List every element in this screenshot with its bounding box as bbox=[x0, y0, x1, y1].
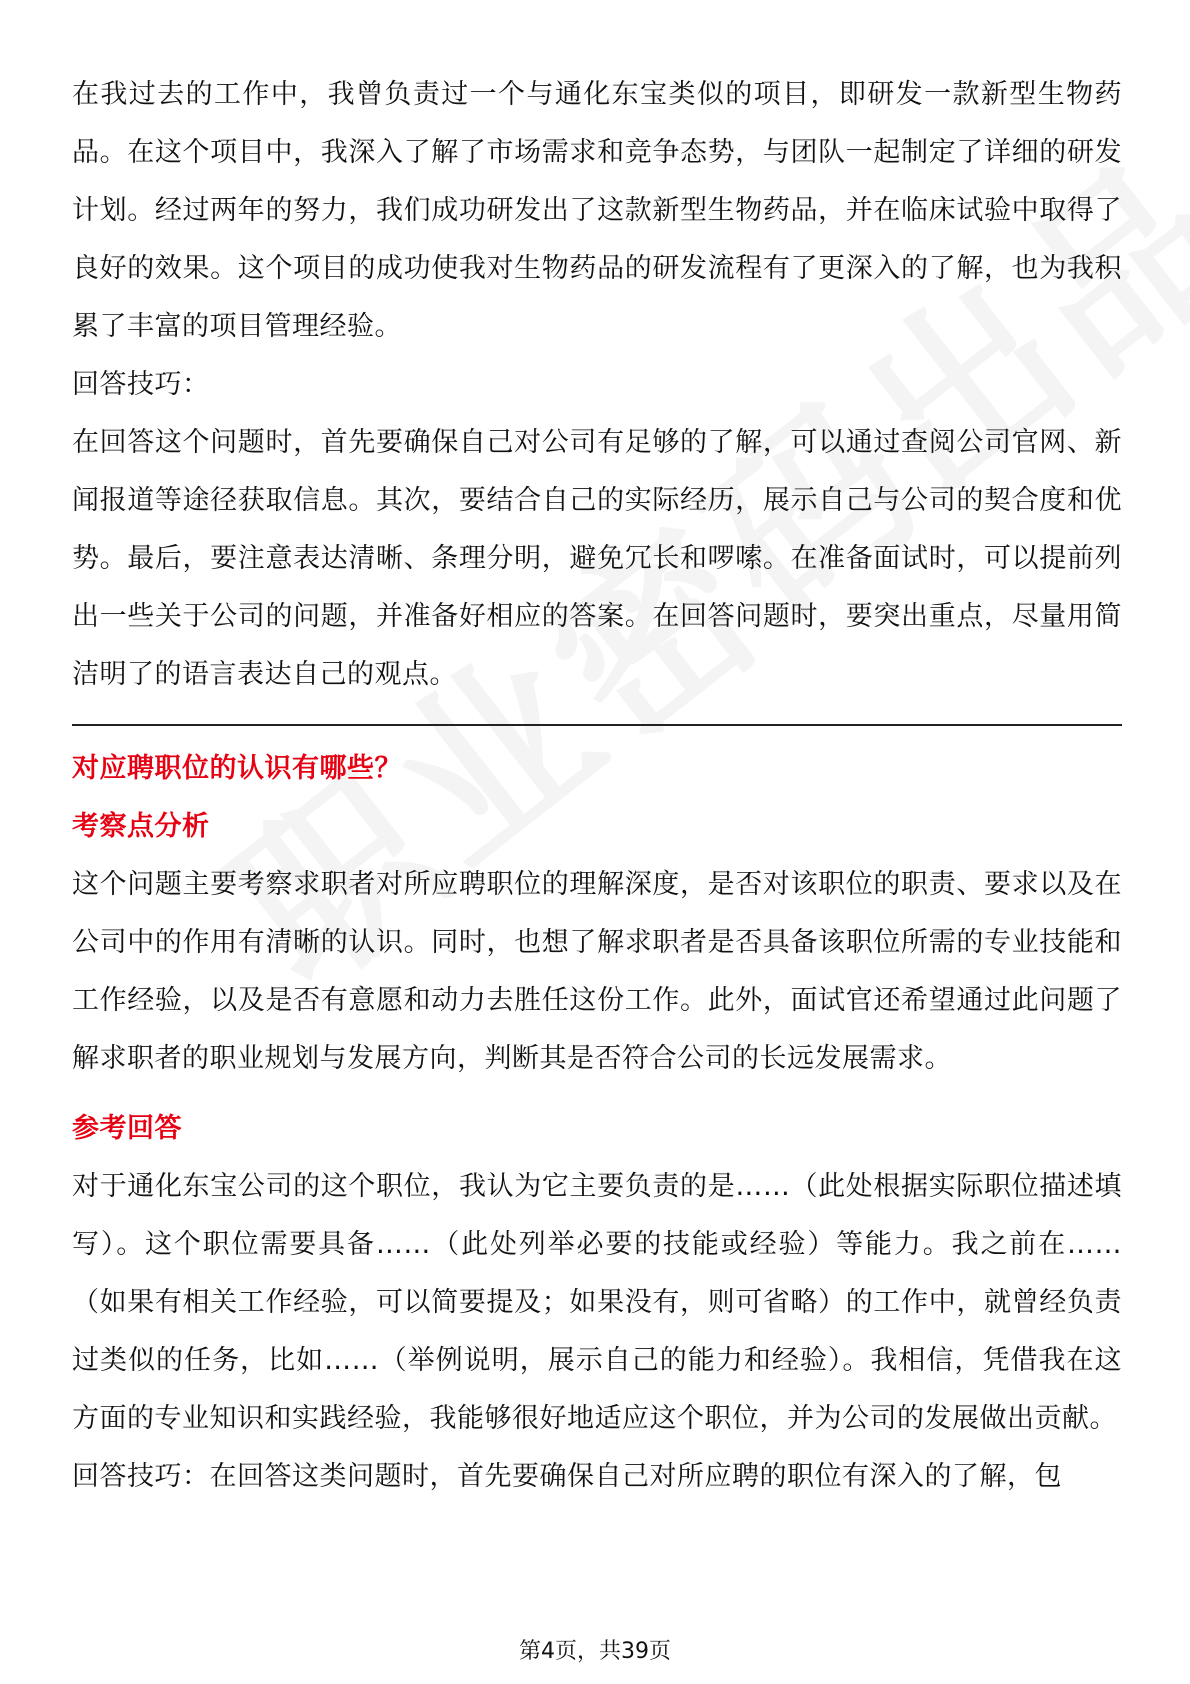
analysis-paragraph: 这个问题主要考察求职者对所应聘职位的理解深度，是否对该职位的职责、要求以及在公司中的作用有清晰的认识。同时，也想了解求职者是否具备该职位所需的专业技能和工作经验，以及是否有意愿和动力去胜任这份工作。此外，面试官还希望通过此问题了解求职者的职业规划与发展方向，判断其是否符合公司的长远发展需求。 bbox=[72, 869, 1122, 1074]
answer-heading: 参考回答 bbox=[72, 1113, 182, 1144]
analysis-heading: 考察点分析 bbox=[72, 811, 210, 842]
document-body bbox=[72, 66, 1122, 1506]
tips-paragraph: 在回答这个问题时，首先要确保自己对公司有足够的了解，可以通过查阅公司官网、新闻报道等途径获取信息。其次，要结合自己的实际经历，展示自己与公司的契合度和优势。最后，要注意表达清晰、条理分明，避免冗长和啰嗦。在准备面试时，可以提前列出一些关于公司的问题，并准备好相应的答案。在回答问题时，要突出重点，尽量用简洁明了的语言表达自己的观点。 bbox=[72, 427, 1122, 690]
question-heading: 对应聘职位的认识有哪些？ bbox=[72, 753, 402, 784]
page-number: 第4页，共39页 bbox=[519, 1639, 671, 1664]
tips-label: 回答技巧： bbox=[72, 369, 210, 400]
answer-tips-paragraph: 回答技巧：在回答这类问题时，首先要确保自己对所应聘的职位有深入的了解，包 bbox=[72, 1461, 1062, 1492]
answer-paragraph: 对于通化东宝公司的这个职位，我认为它主要负责的是……（此处根据实际职位描述填写）。这个职位需要具备……（此处列举必要的技能或经验）等能力。我之前在……（如果有相关工作经验，可以简要提及；如果没有，则可省略）的工作中，就曾经负责过类似的任务，比如……（举例说明，展示自己的能力和经验）。我相信，凭借我在这方面的专业知识和实践经验，我能够很好地适应这个职位，并为公司的发展做出贡献。 bbox=[72, 1171, 1122, 1434]
experience-paragraph: 在我过去的工作中，我曾负责过一个与通化东宝类似的项目，即研发一款新型生物药品。在这个项目中，我深入了解了市场需求和竞争态势，与团队一起制定了详细的研发计划。经过两年的努力，我们成功研发出了这款新型生物药品，并在临床试验中取得了良好的效果。这个项目的成功使我对生物药品的研发流程有了更深入的了解，也为我积累了丰富的项目管理经验。 bbox=[72, 79, 1122, 342]
section-divider bbox=[72, 724, 1122, 726]
